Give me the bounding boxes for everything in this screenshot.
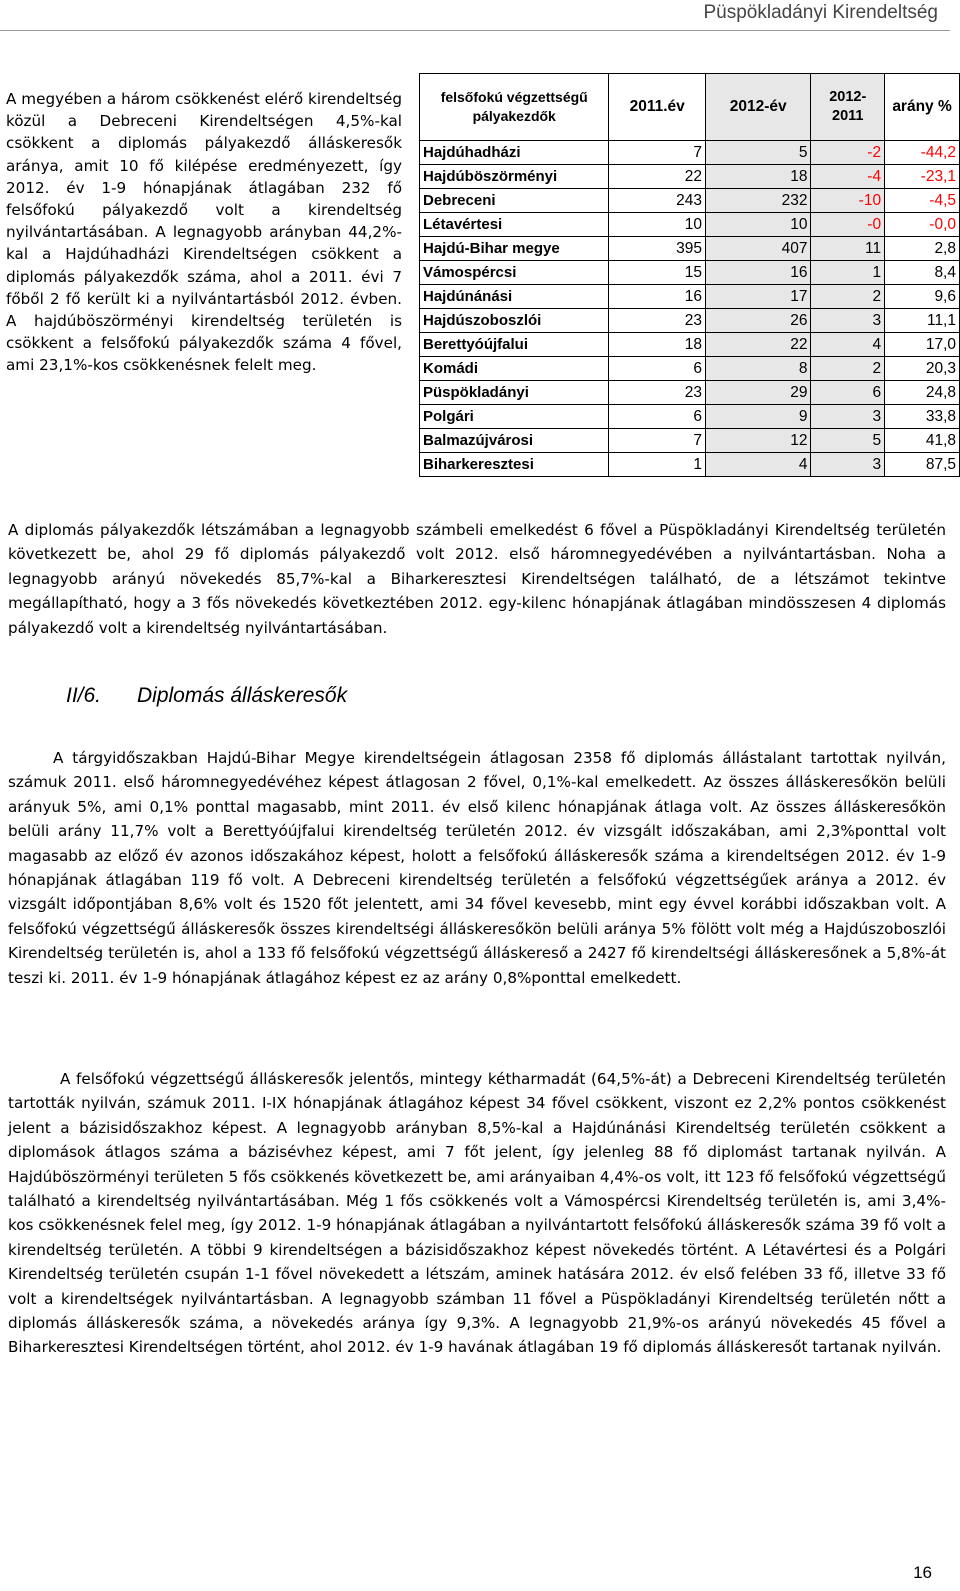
table-row [420, 381, 960, 405]
header-name: felsőfokú végzettségű pályakezdők [420, 74, 609, 141]
cell-pct: 41,8 [885, 429, 960, 453]
cell-diff: -4 [811, 165, 885, 189]
cell-name: Hajdú-Bihar megye [420, 237, 609, 261]
table-row [420, 429, 960, 453]
page-number: 16 [913, 1563, 932, 1582]
cell-pct: 24,8 [885, 381, 960, 405]
cell-diff: -10 [811, 189, 885, 213]
header-title: Püspökladányi Kirendeltség [703, 2, 938, 23]
cell-diff: 6 [811, 381, 885, 405]
cell-diff: 4 [811, 333, 885, 357]
section-number: II/6. [66, 684, 102, 707]
cell-name: Debreceni [420, 189, 609, 213]
cell-2012: 26 [705, 309, 810, 333]
cell-pct: 8,4 [885, 261, 960, 285]
cell-diff: 2 [811, 285, 885, 309]
cell-2012: 29 [705, 381, 810, 405]
cell-name: Hajdúnánási [420, 285, 609, 309]
table-row [420, 453, 960, 477]
cell-2011: 15 [609, 261, 706, 285]
cell-2011: 10 [609, 213, 706, 237]
cell-name: Létavértesi [420, 213, 609, 237]
cell-2011: 18 [609, 333, 706, 357]
header-2012: 2012-év [705, 74, 810, 141]
cell-diff: -2 [811, 141, 885, 165]
cell-pct: 33,8 [885, 405, 960, 429]
cell-pct: 2,8 [885, 237, 960, 261]
page-header [0, 0, 950, 31]
cell-name: Hajdúszoboszlói [420, 309, 609, 333]
cell-2011: 243 [609, 189, 706, 213]
cell-name: Polgári [420, 405, 609, 429]
cell-2012: 17 [705, 285, 810, 309]
paragraph-3: A felsőfokú végzettségű álláskeresők jelentős, mintegy kétharmadát (64,5%-át) a Debreceni Kirendeltség területén tartották nyilván, számuk 2011. I-IX hónapjának átlagához képest 34 fővel csökkent, viszont ez 2,2% pontos csökkenést jelent a bázisidőszakhoz képest. A legnagyobb arányban 8,5%-kal a Hajdúnánási Kirendeltség területén csökkent a diplomások átlagos száma a bázisévhez képest, ami 7 főt jelent, így jelenleg 88 fő diplomást tartanak nyilván. A Hajdúböszörményi területen 5 fős csökkenés következett be, ami arányaiban 4,4%-os volt, itt 123 fő felsőfokú végzettségű található a kirendeltség nyilvántartásában. Még 1 fős csökkenés volt a Vámospércsi Kirendeltség területén is, ami 3,4%-kos csökkenésnek felel meg, így 2012. 1-9 hónapjának átlagában a nyilvántartott felsőfokú álláskeresők száma 39 fő volt a kirendeltség területén. A többi 9 kirendeltségen a bázisidőszakhoz képest növekedés történt. A Létavértesi és a Polgári Kirendeltség területén csupán 1-1 fővel növekedett a létszám, aminek hatására 2012. év első felében 33 fő, illetve 33 fő volt a kirendeltségek nyilvántartásban. A legnagyobb számban 11 fővel a Püspökladányi Kirendeltség területén nőtt a diplomás álláskeresők száma, a növekedés aránya így 9,3%. A legnagyobb 21,9%-os arányú növekedés 45 fővel a Biharkeresztesi Kirendeltségen történt, ahol 2012. év 1-9 havának átlagában 19 fő diplomás álláskeresőt tartanak nyilván. [8, 1070, 946, 1357]
cell-diff: -0 [811, 213, 885, 237]
cell-2012: 10 [705, 213, 810, 237]
cell-2012: 18 [705, 165, 810, 189]
intro-paragraph: A megyében a három csökkenést elérő kirendeltség közül a Debreceni Kirendeltségen 4,5%-kal csökkent a diplomás pályakezdő álláskeresők aránya, amit 10 fő kilépése eredményezett, így 2012. év 1-9 hónapjának átlagában 232 fő felsőfokú pályakezdő volt a kirendeltség nyilvántartásában. A legnagyobb arányban 44,2%-kal a Hajdúhadházi Kirendeltségen csökkent a diplomás pályakezdők száma, ahol a 2011. évi 7 főből 2 fő került ki a nyilvántartásból 2012. évben. A hajdúböszörményi kirendeltség területén is csökkent a felsőfokú pályakezdők száma 4 fővel, ami 23,1%-kos csökkenésnek felelt meg. [6, 90, 402, 375]
cell-name: Hajdúhadházi [420, 141, 609, 165]
cell-2011: 6 [609, 357, 706, 381]
table-row [420, 357, 960, 381]
cell-2011: 1 [609, 453, 706, 477]
cell-2011: 7 [609, 141, 706, 165]
paragraph-1: A diplomás pályakezdők létszámában a legnagyobb számbeli emelkedést 6 fővel a Püspökladányi Kirendeltség területén következett be, ahol 29 fő diplomás pályakezdő volt 2012. első háromnegyedévében a nyilvántartásban. Noha a legnagyobb arányú növekedés 85,7%-kal a Biharkeresztesi Kirendeltségen található, de a létszámot tekintve megállapítható, hogy a 3 fős növekedés következtében 2012. egy-kilenc hónapjának átlagában mindösszesen 4 diplomás pályakezdő volt a kirendeltség nyilvántartásában. [8, 521, 946, 637]
cell-2012: 5 [705, 141, 810, 165]
cell-pct: 17,0 [885, 333, 960, 357]
table-row [420, 285, 960, 309]
cell-2012: 8 [705, 357, 810, 381]
cell-name: Püspökladányi [420, 381, 609, 405]
table-row [420, 237, 960, 261]
cell-2011: 16 [609, 285, 706, 309]
cell-pct: -23,1 [885, 165, 960, 189]
table-row [420, 213, 960, 237]
cell-pct: -0,0 [885, 213, 960, 237]
cell-pct: 87,5 [885, 453, 960, 477]
section-title: Diplomás álláskeresők [137, 684, 348, 707]
cell-2011: 6 [609, 405, 706, 429]
table-row [420, 189, 960, 213]
section-heading [66, 684, 347, 708]
cell-name: Berettyóújfalui [420, 333, 609, 357]
cell-name: Balmazújvárosi [420, 429, 609, 453]
cell-diff: 3 [811, 405, 885, 429]
cell-2011: 7 [609, 429, 706, 453]
cell-name: Komádi [420, 357, 609, 381]
cell-2012: 22 [705, 333, 810, 357]
cell-pct: -44,2 [885, 141, 960, 165]
cell-2011: 395 [609, 237, 706, 261]
cell-diff: 11 [811, 237, 885, 261]
table-row [420, 405, 960, 429]
cell-pct: -4,5 [885, 189, 960, 213]
cell-diff: 3 [811, 453, 885, 477]
table-row [420, 309, 960, 333]
cell-name: Vámospércsi [420, 261, 609, 285]
cell-diff: 3 [811, 309, 885, 333]
cell-2012: 4 [705, 453, 810, 477]
cell-2012: 232 [705, 189, 810, 213]
pályakezdők-table [419, 73, 960, 477]
cell-diff: 5 [811, 429, 885, 453]
cell-diff: 2 [811, 357, 885, 381]
cell-2012: 9 [705, 405, 810, 429]
cell-name: Hajdúböszörményi [420, 165, 609, 189]
header-diff: 2012-2011 [811, 74, 885, 141]
table-row [420, 333, 960, 357]
cell-2012: 16 [705, 261, 810, 285]
table-row [420, 165, 960, 189]
cell-2011: 23 [609, 381, 706, 405]
cell-2011: 22 [609, 165, 706, 189]
cell-2012: 12 [705, 429, 810, 453]
table-row [420, 261, 960, 285]
cell-pct: 11,1 [885, 309, 960, 333]
cell-pct: 9,6 [885, 285, 960, 309]
table-row [420, 141, 960, 165]
cell-name: Biharkeresztesi [420, 453, 609, 477]
cell-2011: 23 [609, 309, 706, 333]
cell-diff: 1 [811, 261, 885, 285]
header-pct: arány % [885, 74, 960, 141]
header-2011: 2011.év [609, 74, 706, 141]
paragraph-2: A tárgyidőszakban Hajdú-Bihar Megye kirendeltségein átlagosan 2358 fő diplomás állástalant tartottak nyilván, számuk 2011. első háromnegyedévéhez képest átlagosan 2 fővel, 0,1%-kal emelkedett. Az összes álláskeresőkön belüli arányuk 5%, ami 0,1% ponttal magasabb, mint 2011. év első kilenc hónapjának átlaga volt. Az összes álláskeresőkön belüli arány 11,7% volt a Berettyóújfalui kirendeltség területén 2012. év vizsgált időszakában, ami 2,3%ponttal volt magasabb az előző év azonos időszakához képest, holott a felsőfokú álláskeresők száma a kirendeltségen 2012. év 1-9 hónapjának átlagában 119 fő volt. A Debreceni kirendeltség területén a felsőfokú végzettségűek aránya a 2012. év vizsgált időpontjában 8,6% volt és 1520 főt jelentett, ami 34 fővel kevesebb, mint egy évvel korábbi időszakban volt. A felsőfokú végzettségű álláskeresők összes kirendeltségi álláskeresőkön belüli aránya 5% fölött volt még a Hajdúszoboszlói Kirendeltség területén is, ahol a 133 fő felsőfokú végzettségű álláskereső a 2427 fő kirendeltségi álláskeresőnek a 5,8%-át teszi ki. 2011. év 1-9 hónapjának átlagához képest ez az arány 0,8%ponttal emelkedett. [8, 749, 946, 987]
table-header-row [420, 74, 960, 141]
cell-pct: 20,3 [885, 357, 960, 381]
cell-2012: 407 [705, 237, 810, 261]
